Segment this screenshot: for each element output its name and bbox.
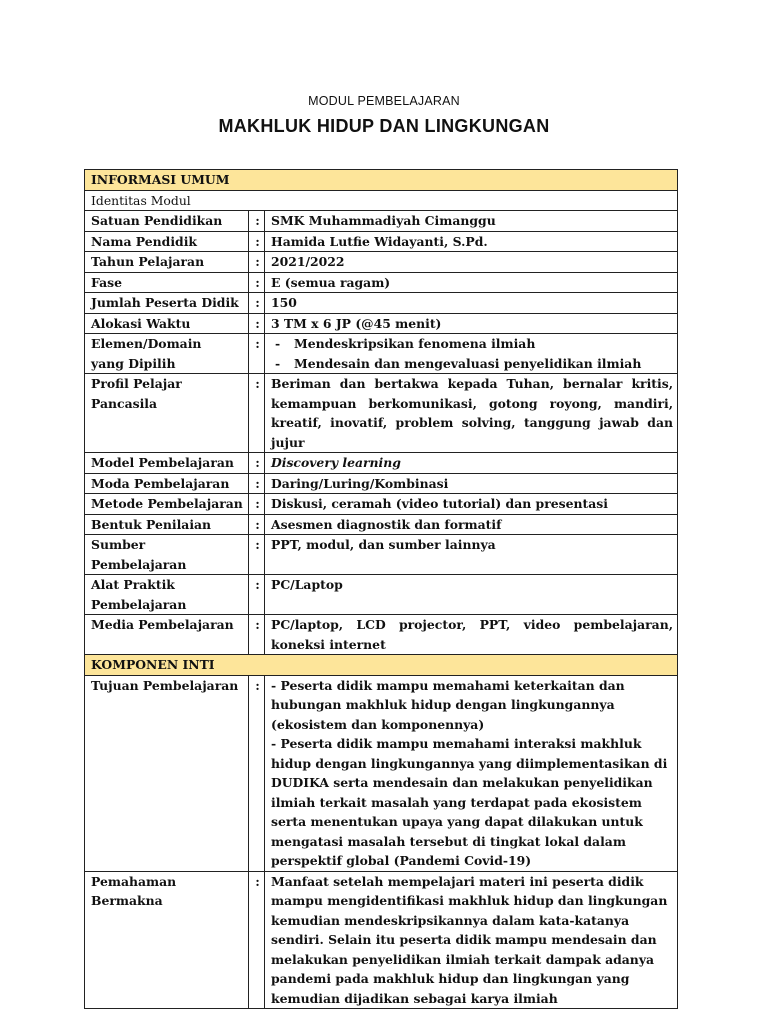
document-subtitle: MODUL PEMBELAJARAN: [308, 94, 460, 108]
section-heading-general: INFORMASI UMUM: [85, 170, 678, 191]
row-value-jumlah: 150: [265, 293, 678, 314]
row-label-fase: Fase: [85, 272, 249, 293]
table-row: [85, 272, 678, 293]
row-label-sumber: Sumber Pembelajaran: [85, 535, 249, 575]
row-label-alat-line2: Pembelajaran: [91, 596, 187, 612]
table-row: [85, 494, 678, 515]
row-value-profil: Beriman dan bertakwa kepada Tuhan, bernalar kritis, kemampuan berkomunikasi, gotong royong, mandiri, kreatif, inovatif, problem solving, tanggung jawab dan jujur: [265, 374, 678, 453]
row-label-tujuan: Tujuan Pembelajaran: [85, 675, 249, 871]
elemen-list: [271, 334, 673, 373]
table-row: [85, 871, 678, 1009]
row-value-sumber: PPT, modul, dan sumber lainnya: [265, 535, 678, 575]
table-row: [85, 675, 678, 871]
row-value-bentuk: Asesmen diagnostik dan formatif: [265, 514, 678, 535]
row-label-model: Model Pembelajaran: [85, 453, 249, 474]
row-label-metode: Metode Pembelajaran: [85, 494, 249, 515]
row-label-media: Media Pembelajaran: [85, 615, 249, 655]
tujuan-paragraph-1: - Peserta didik mampu memahami keterkaitan dan hubungan makhluk hidup dengan lingkungannya (ekosistem dan komponennya): [271, 677, 625, 732]
colon-separator: :: [249, 231, 265, 252]
table-row: [85, 293, 678, 314]
section-row-general: [85, 170, 678, 191]
row-value-tahun: 2021/2022: [265, 252, 678, 273]
tujuan-paragraph-2: - Peserta didik mampu memahami interaksi makhluk hidup dengan lingkungannya yang diimplementasikan di DUDIKA serta mendesain dan melakukan penyelidikan ilmiah terkait masalah yang terdapat pada ekosistem serta menentukan upaya yang dapat dilakukan untuk mengatasi masalah tersebut di tingkat lokal dalam perspektif global (Pandemi Covid-19): [271, 736, 668, 868]
colon-separator: :: [249, 871, 265, 1009]
document-title: MAKHLUK HIDUP DAN LINGKUNGAN: [218, 116, 550, 136]
row-value-satuan: SMK Muhammadiyah Cimanggu: [265, 211, 678, 232]
colon-separator: :: [249, 374, 265, 453]
module-info-table: [84, 169, 678, 1009]
row-label-profil: Profil Pelajar Pancasila: [85, 374, 249, 453]
table-row: [85, 615, 678, 655]
section-heading-core: KOMPONEN INTI: [85, 655, 678, 676]
table-row: [85, 514, 678, 535]
colon-separator: :: [249, 615, 265, 655]
row-label-pemahaman: Pemahaman Bermakna: [85, 871, 249, 1009]
colon-separator: :: [249, 675, 265, 871]
table-row: [85, 535, 678, 575]
row-value-elemen: [265, 334, 678, 374]
row-value-fase: E (semua ragam): [265, 272, 678, 293]
colon-separator: :: [249, 535, 265, 575]
row-value-model: [265, 453, 678, 474]
row-value-moda: Daring/Luring/Kombinasi: [265, 473, 678, 494]
list-item: - Mendeskripsikan fenomena ilmiah: [271, 334, 673, 354]
table-row: [85, 374, 678, 453]
row-value-pendidik: Hamida Lutfie Widayanti, S.Pd.: [265, 231, 678, 252]
colon-separator: :: [249, 575, 265, 615]
table-row: [85, 575, 678, 615]
row-label-jumlah: Jumlah Peserta Didik: [85, 293, 249, 314]
table-row: [85, 211, 678, 232]
colon-separator: :: [249, 453, 265, 474]
row-value-alokasi: 3 TM x 6 JP (@45 menit): [265, 313, 678, 334]
row-label-alat: [85, 575, 249, 615]
colon-separator: :: [249, 293, 265, 314]
row-label-elemen-line1: Elemen/Domain: [91, 336, 202, 351]
row-value-pemahaman: Manfaat setelah mempelajari materi ini peserta didik mampu mengidentifikasi makhluk hidup dan lingkungan kemudian mendeskripsikannya dalam kata-katanya sendiri. Selain itu peserta didik mampu mendesain dan melakukan penyelidikan ilmiah terkait dampak adanya pandemi pada makhluk hidup dan lingkungan yang kemudian dijadikan sebagai karya ilmiah: [265, 871, 678, 1009]
row-label-alokasi: Alokasi Waktu: [85, 313, 249, 334]
section-row-core: [85, 655, 678, 676]
table-row: [85, 231, 678, 252]
row-value-model-text: Discovery learning: [271, 455, 401, 470]
row-label-pendidik: Nama Pendidik: [85, 231, 249, 252]
table-row: [85, 473, 678, 494]
table-row: [85, 313, 678, 334]
row-value-tujuan: [265, 675, 678, 871]
row-value-media: PC/laptop, LCD projector, PPT, video pembelajaran, koneksi internet: [265, 615, 678, 655]
subheading-row: [85, 190, 678, 211]
colon-separator: :: [249, 334, 265, 374]
subheading-identity: Identitas Modul: [85, 190, 678, 211]
row-label-tahun: Tahun Pelajaran: [85, 252, 249, 273]
row-label-bentuk: Bentuk Penilaian: [85, 514, 249, 535]
table-row: [85, 252, 678, 273]
row-label-satuan: Satuan Pendidikan: [85, 211, 249, 232]
row-label-alat-line1: Alat Praktik: [91, 577, 175, 592]
colon-separator: :: [249, 252, 265, 273]
table-row: [85, 334, 678, 374]
list-item: - Mendesain dan mengevaluasi penyelidikan ilmiah: [271, 354, 673, 374]
row-label-moda: Moda Pembelajaran: [85, 473, 249, 494]
colon-separator: :: [249, 494, 265, 515]
colon-separator: :: [249, 272, 265, 293]
colon-separator: :: [249, 514, 265, 535]
table-row: [85, 453, 678, 474]
colon-separator: :: [249, 473, 265, 494]
row-label-elemen: [85, 334, 249, 374]
colon-separator: :: [249, 211, 265, 232]
row-value-metode: Diskusi, ceramah (video tutorial) dan presentasi: [265, 494, 678, 515]
row-label-elemen-line2: yang Dipilih: [91, 355, 176, 371]
colon-separator: :: [249, 313, 265, 334]
row-value-alat: PC/Laptop: [265, 575, 678, 615]
